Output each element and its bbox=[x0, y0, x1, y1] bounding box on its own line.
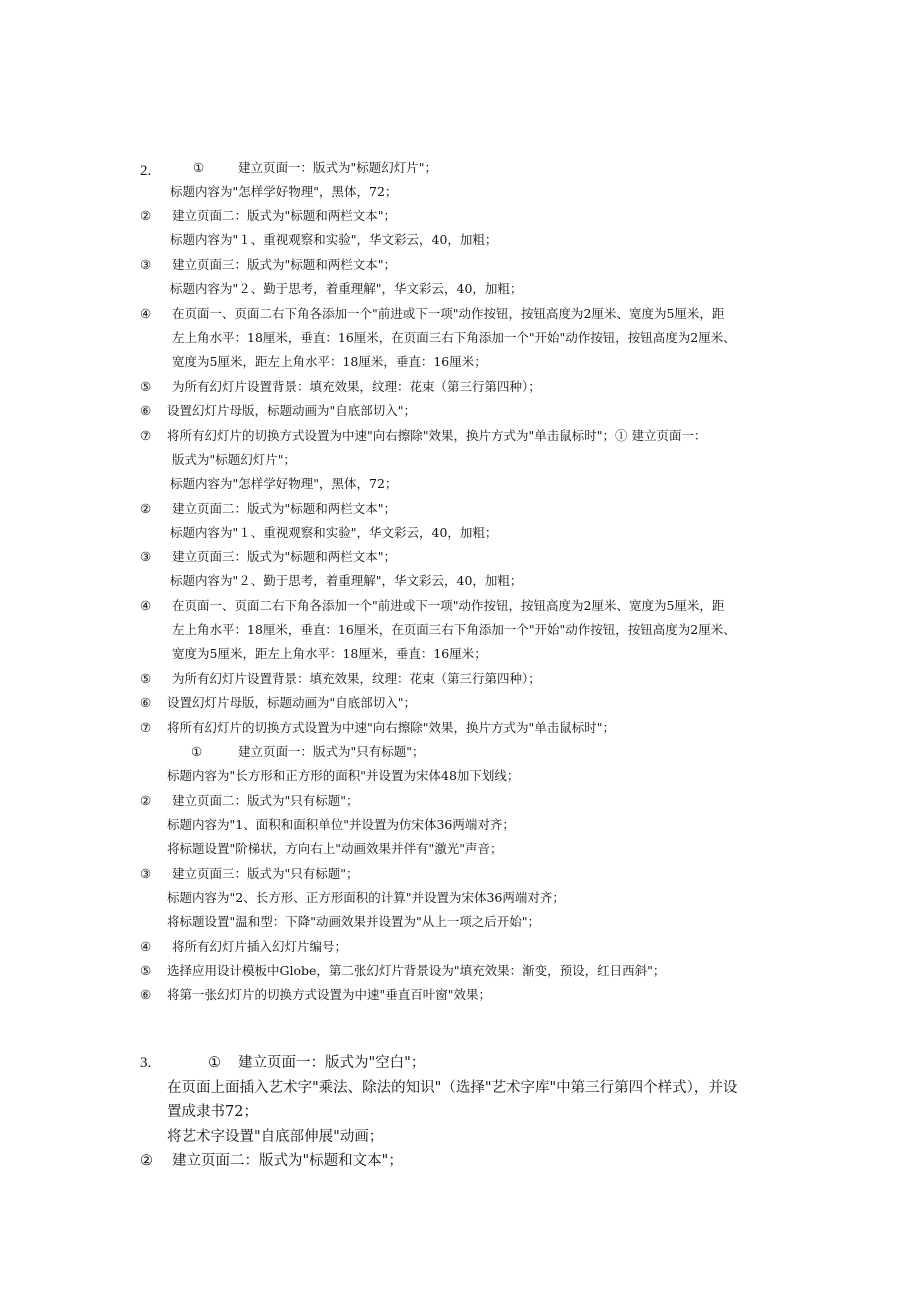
instruction-line: 建立页面二：版式为"只有标题"； bbox=[172, 793, 359, 808]
instruction-line: 在页面一、页面二右下角各添加一个"前进或下一项"动作按钮，按钮高度为2厘米、宽度为5厘米，距 bbox=[172, 598, 725, 613]
list-marker: ① bbox=[193, 160, 205, 175]
list-marker: ③ bbox=[140, 866, 152, 881]
instruction-line: 标题内容为"１、重视观察和实验"，华文彩云，40，加粗； bbox=[170, 232, 498, 247]
instruction-line: 标题内容为"1、面积和面积单位"并设置为仿宋体36两端对齐； bbox=[167, 817, 515, 832]
instruction-line: 建立页面一：版式为"只有标题"； bbox=[238, 744, 425, 759]
list-marker: ④ bbox=[140, 939, 152, 954]
instruction-line: 建立页面一：版式为"标题幻灯片"； bbox=[238, 160, 437, 175]
instruction-line: 标题内容为"２、勤于思考，着重理解"，华文彩云，40，加粗； bbox=[170, 281, 523, 296]
instruction-line: 建立页面三：版式为"只有标题"； bbox=[172, 866, 359, 881]
instruction-line: 在页面上面插入艺术字"乘法、除法的知识"（选择"艺术字库"中第三行第四个样式），并设 bbox=[167, 1080, 738, 1096]
section-number: 3. bbox=[140, 1055, 152, 1071]
instruction-line: 将标题设置"阶梯状，方向右上"动画效果并伴有"激光"声音； bbox=[167, 841, 503, 856]
list-marker: ② bbox=[140, 208, 152, 223]
instruction-line: 宽度为5厘米，距左上角水平：18厘米，垂直：16厘米； bbox=[172, 646, 487, 661]
instruction-line: 设置幻灯片母版，标题动画为"自底部切入"； bbox=[167, 695, 416, 710]
list-marker: ⑥ bbox=[140, 403, 152, 418]
list-marker: ③ bbox=[140, 257, 152, 272]
instruction-line: 标题内容为"怎样学好物理"，黑体，72； bbox=[170, 184, 398, 199]
instruction-line: 将所有幻灯片的切换方式设置为中速"向右擦除"效果，换片方式为"单击鼠标时"； bbox=[167, 720, 615, 735]
list-marker: ④ bbox=[140, 598, 152, 613]
list-marker: ③ bbox=[140, 549, 152, 564]
instruction-line: 标题内容为"长方形和正方形的面积"并设置为宋体48加下划线； bbox=[167, 768, 520, 783]
list-marker: ② bbox=[140, 793, 152, 808]
instruction-line: 在页面一、页面二右下角各添加一个"前进或下一项"动作按钮，按钮高度为2厘米、宽度为5厘米，距 bbox=[172, 306, 725, 321]
instruction-line: 选择应用设计模板中Globe，第二张幻灯片背景设为"填充效果：渐变，预设，红日西斜"； bbox=[167, 963, 666, 978]
instruction-line: 宽度为5厘米，距左上角水平：18厘米，垂直：16厘米； bbox=[172, 354, 487, 369]
instruction-line: 建立页面三：版式为"标题和两栏文本"； bbox=[172, 257, 396, 272]
list-marker: ① bbox=[191, 744, 203, 759]
list-marker: ② bbox=[140, 501, 152, 516]
instruction-line: 将标题设置"温和型：下降"动画效果并设置为"从上一项之后开始"； bbox=[167, 914, 540, 929]
instruction-line: 将所有幻灯片插入幻灯片编号； bbox=[172, 939, 348, 954]
instruction-line: 将艺术字设置"自底部伸展"动画； bbox=[167, 1129, 384, 1145]
list-marker: ⑤ bbox=[140, 379, 152, 394]
instruction-line: 标题内容为"怎样学好物理"，黑体，72； bbox=[170, 476, 398, 491]
instruction-line: 建立页面三：版式为"标题和两栏文本"； bbox=[172, 549, 396, 564]
instruction-line: 建立页面一：版式为"空白"； bbox=[238, 1055, 426, 1071]
instruction-line: 标题内容为"１、重视观察和实验"，华文彩云，40，加粗； bbox=[170, 525, 498, 540]
instruction-line: 左上角水平：18厘米，垂直：16厘米，在页面三右下角添加一个"开始"动作按钮，按钮高度为2厘米、 bbox=[172, 622, 736, 637]
list-marker: ⑥ bbox=[140, 987, 152, 1002]
instruction-line: 为所有幻灯片设置背景：填充效果，纹理：花束（第三行第四种）； bbox=[172, 379, 541, 394]
instruction-line: 置成隶书72； bbox=[167, 1104, 258, 1120]
instruction-line: 左上角水平：18厘米，垂直：16厘米，在页面三右下角添加一个"开始"动作按钮，按钮高度为2厘米、 bbox=[172, 330, 736, 345]
list-marker: ⑦ bbox=[140, 720, 152, 735]
list-marker: ② bbox=[140, 1153, 153, 1169]
instruction-line: 将第一张幻灯片的切换方式设置为中速"垂直百叶窗"效果； bbox=[167, 987, 492, 1002]
list-marker: ① bbox=[208, 1055, 221, 1071]
instruction-line: 版式为"标题幻灯片"； bbox=[172, 452, 296, 467]
list-marker: ⑤ bbox=[140, 963, 152, 978]
instruction-line: 标题内容为"2、长方形、正方形面积的计算"并设置为宋体36两端对齐； bbox=[167, 890, 565, 905]
instruction-line: 建立页面二：版式为"标题和两栏文本"； bbox=[172, 501, 396, 516]
instruction-line: 建立页面二：版式为"标题和两栏文本"； bbox=[172, 208, 396, 223]
list-marker: ⑤ bbox=[140, 671, 152, 686]
instruction-line: 设置幻灯片母版，标题动画为"自底部切入"； bbox=[167, 403, 416, 418]
instruction-line: 建立页面二：版式为"标题和文本"； bbox=[172, 1153, 403, 1169]
list-marker: ⑦ bbox=[140, 428, 152, 443]
instruction-line: 为所有幻灯片设置背景：填充效果，纹理：花束（第三行第四种）； bbox=[172, 671, 541, 686]
instruction-line: 标题内容为"２、勤于思考，着重理解"，华文彩云，40，加粗； bbox=[170, 573, 523, 588]
instruction-line: 将所有幻灯片的切换方式设置为中速"向右擦除"效果，换片方式为"单击鼠标时"；① 建立页面一： bbox=[167, 428, 707, 443]
list-marker: ④ bbox=[140, 306, 152, 321]
section-number: 2. bbox=[140, 163, 152, 179]
list-marker: ⑥ bbox=[140, 695, 152, 710]
